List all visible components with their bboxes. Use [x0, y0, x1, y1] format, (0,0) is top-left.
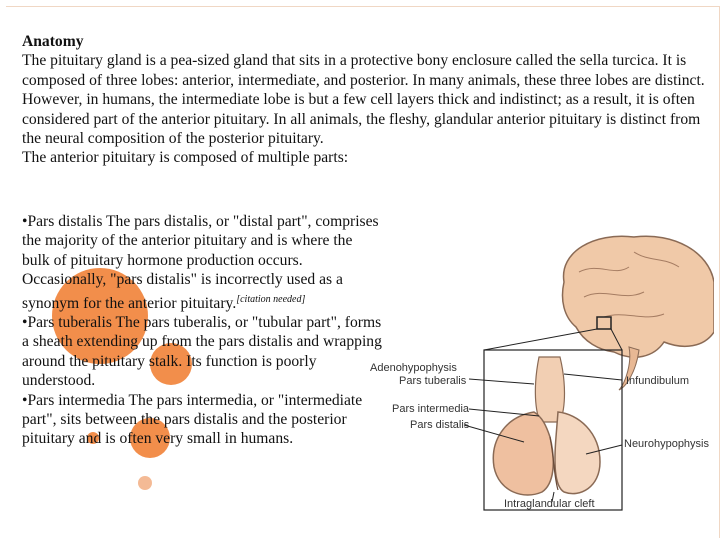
posterior-lobe: [555, 412, 600, 494]
intro-text-block: [22, 32, 712, 168]
label-pars-distalis: Pars distalis: [410, 419, 470, 431]
citation-needed: [citation needed]: [236, 293, 306, 305]
label-neurohypophysis: Neurohypophysis: [624, 438, 709, 450]
label-pars-tuberalis: Pars tuberalis: [399, 375, 467, 387]
label-adenohypophysis: Adenohypophysis: [370, 362, 457, 374]
anterior-lobe: [493, 412, 553, 495]
decorative-circle-tiny: [138, 476, 152, 490]
label-infundibulum: Infundibulum: [626, 375, 689, 387]
section-heading: Anatomy: [22, 33, 84, 50]
label-intraglandular-cleft: Intraglandular cleft: [504, 498, 595, 510]
bullet-list: [22, 212, 382, 449]
bullet-pars-intermedia: •Pars intermedia The pars intermedia, or "intermediate part", sits between the pars distalis and the posterior pituitary and is often very small in humans.: [22, 391, 363, 448]
intro-paragraph: The pituitary gland is a pea-sized gland that sits in a protective bony enclosure called the sella turcica. It is composed of three lobes: anterior, intermediate, and posterior. In many animals, these three lobes are distinct. However, in humans, the intermediate lobe is but a few cell layers thick and indistinct; as a result, it is often considered part of the anterior pituitary. In all animals, the fleshy, glandular anterior pituitary is distinct from the neural composition of the posterior pituitary.: [22, 52, 705, 148]
bullet-pars-distalis: •Pars distalis The pars distalis, or "distal part", comprises the majority of the anterior pituitary and is where the bulk of pituitary hormone production occurs. Occasionally, "pars distalis" is incorrectly used as a synonym for the anterior pituitary.[citation needed]: [22, 213, 379, 312]
intro-lead: The anterior pituitary is composed of multiple parts:: [22, 149, 349, 167]
bullet-pars-tuberalis: •Pars tuberalis The pars tuberalis, or "tubular part", forms a sheath extending up from the pars distalis and wrapping around the pituitary stalk. Its function is poorly understood.: [22, 314, 382, 390]
pituitary-diagram: [364, 222, 714, 522]
label-pars-intermedia: Pars intermedia: [392, 403, 470, 415]
